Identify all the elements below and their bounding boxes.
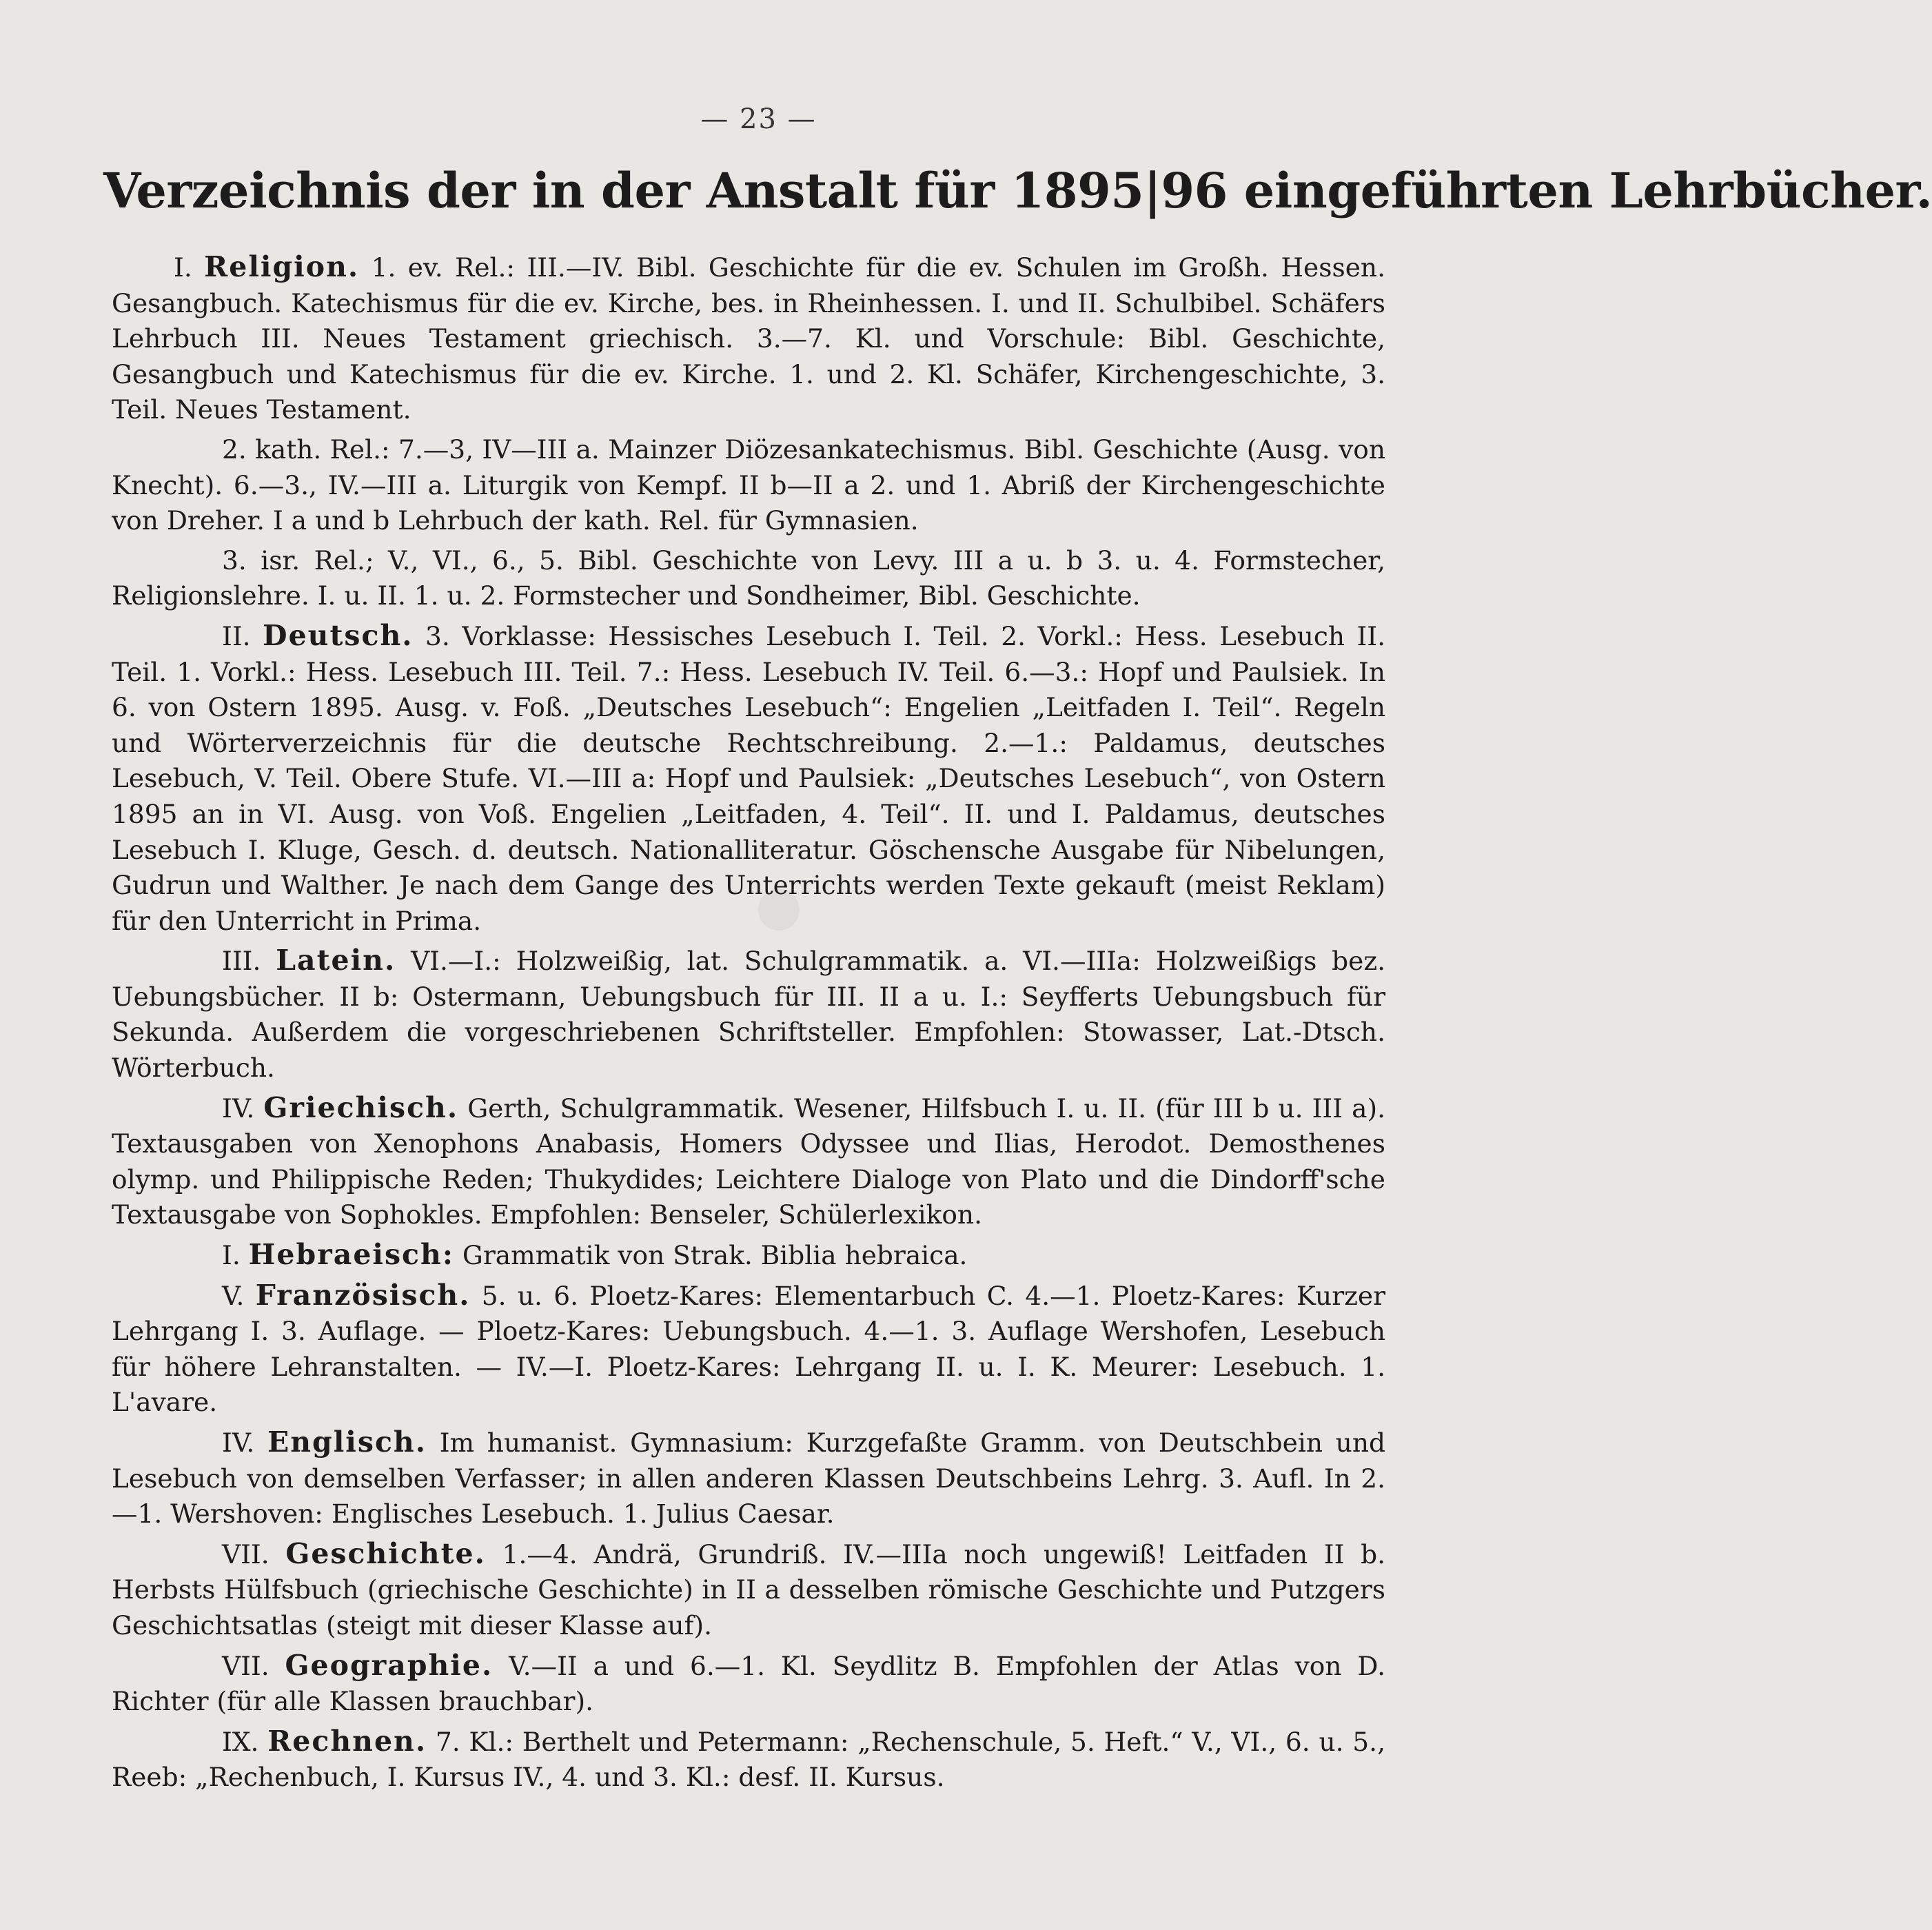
section-text: 1. ev. Rel.: III.—IV. Bibl. Geschichte für die ev. Schulen im Großh. Hessen. Gesangbuch. Katechismus für die ev. Kirche, bes. in Rheinhessen. I. und II. Schulbibel. Schäfers Lehrbuch III. Neues Testament griechisch. 3.—7. Kl. und Vorschule: Bibl. Geschichte, Gesangbuch und Katechismus für die ev. Kirche. 1. und 2. Kl. Schäfer, Kirchengeschichte, 3. Teil. Neues Testament. <box>112 252 1385 425</box>
section-heading: Latein. <box>276 944 396 977</box>
section-heading: Deutsch. <box>263 618 414 652</box>
section-religion-israelite <box>112 543 1385 614</box>
section-text: 3. Vorklasse: Hessisches Lesebuch I. Teil. 2. Vorkl.: Hess. Lesebuch II. Teil. 1. Vorkl.: Hess. Lesebuch III. Teil. 7.: Hess. Lesebuch IV. Teil. 6.—3.: Hopf und Paulsiek. In 6. von Ostern 1895. Ausg. v. Foß. „Deutsches Lesebuch“: Engelien „Leitfaden I. Teil“. Regeln und Wörterverzeichnis für die deutsche Rechtschreibung. 2.—1.: Paldamus, deutsches Lesebuch, V. Teil. Obere Stufe. VI.—III a: Hopf und Paulsiek: „Deutsches Lesebuch“, von Ostern 1895 an in VI. Ausg. von Voß. Engelien „Leitfaden, 4. Teil“. II. und I. Paldamus, deutsches Lesebuch I. Kluge, Gesch. d. deutsch. Nationalliteratur. Göschensche Ausgabe für Nibelungen, Gudrun und Walther. Je nach dem Gange des Unterrichts werden Texte gekauft (meist Reklam) für den Unterricht in Prima. <box>112 620 1386 936</box>
section-heading: Geographie. <box>285 1648 494 1682</box>
section-heading: Hebraeisch: <box>248 1238 454 1272</box>
section-number: VII. <box>222 1538 270 1570</box>
section-heading: Geschichte. <box>285 1536 486 1570</box>
section-franzoesisch <box>112 1278 1385 1421</box>
section-heading: Griechisch. <box>263 1090 459 1124</box>
section-englisch <box>112 1425 1385 1532</box>
section-text: 5. u. 6. Ploetz-Kares: Elementarbuch C. 4.—1. Ploetz-Kares: Kurzer Lehrgang I. 3. Auflage. — Ploetz-Kares: Uebungsbuch. 4.—1. 3. Auflage Wershofen, Lesebuch für höhere Lehranstalten. — IV.—I. Ploetz-Kares: Lehrgang II. u. I. K. Meurer: Lesebuch. 1. L'avare. <box>112 1280 1385 1418</box>
section-number: II. <box>222 620 251 651</box>
section-text: Grammatik von Strak. Biblia hebraica. <box>462 1240 968 1271</box>
section-text: 1.—4. Andrä, Grundriß. IV.—IIIa noch ungewiß! Leitfaden II b. Herbsts Hülfsbuch (griechische Geschichte) in II a desselben römische Geschichte und Putzgers Geschichtsatlas (steigt mit dieser Klasse auf). <box>112 1538 1385 1640</box>
section-deutsch <box>112 618 1385 939</box>
section-text: VI.—I.: Holzweißig, lat. Schulgrammatik. a. VI.—IIIa: Holzweißigs bez. Uebungsbücher. II b: Ostermann, Uebungsbuch für III. II a u. I.: Seyfferts Uebungsbuch für Sekunda. Außerdem die vorgeschriebenen Schriftsteller. Empfohlen: Stowasser, Lat.-Dtsch. Wörterbuch. <box>112 946 1385 1084</box>
section-griechisch <box>112 1090 1385 1233</box>
section-number: I. <box>222 1240 241 1271</box>
section-latein <box>112 943 1385 1086</box>
section-heading: Religion. <box>204 250 360 283</box>
section-religion <box>112 250 1385 428</box>
section-text: 7. Kl.: Berthelt und Petermann: „Rechenschule, 5. Heft.“ V., VI., 6. u. 5., Reeb: „Rechenbuch, I. Kursus IV., 4. und 3. Kl.: desf. II. Kursus. <box>112 1726 1386 1793</box>
section-number: III. <box>222 946 261 977</box>
section-number: V. <box>222 1280 245 1311</box>
section-rechnen <box>112 1724 1385 1796</box>
section-number: IV. <box>222 1093 255 1124</box>
section-number: IX. <box>222 1726 259 1757</box>
section-text: Im humanist. Gymnasium: Kurzgefaßte Gramm. von Deutschbein und Lesebuch von demselben Verfasser; in allen anderen Klassen Deutschbeins Lehrg. 3. Aufl. In 2.—1. Wershoven: Englisches Lesebuch. 1. Julius Caesar. <box>112 1428 1385 1530</box>
section-number: I. <box>174 252 192 283</box>
section-text: 2. kath. Rel.: 7.—3, IV—III a. Mainzer Diözesankatechismus. Bibl. Geschichte (Ausg. von Knecht). 6.—3., IV.—III a. Liturgik von Kempf. II b—II a 2. und 1. Abriß der Kirchengeschichte von Dreher. I a und b Lehrbuch der kath. Rel. für Gymnasien. <box>112 434 1385 536</box>
section-heading: Rechnen. <box>267 1724 427 1758</box>
section-number: IV. <box>222 1428 255 1458</box>
section-number: VII. <box>222 1650 270 1681</box>
section-religion-catholic <box>112 432 1385 539</box>
page-title: Verzeichnis der in der Anstalt für 1895|96 eingeführten Lehrbücher. <box>103 162 1932 219</box>
section-hebraeisch <box>112 1237 1385 1274</box>
section-geographie <box>112 1648 1385 1720</box>
section-heading: Englisch. <box>267 1425 427 1459</box>
section-text: V.—II a und 6.—1. Kl. Seydlitz B. Empfohlen der Atlas von D. Richter (für alle Klassen brauchbar). <box>112 1650 1386 1717</box>
section-geschichte <box>112 1536 1385 1644</box>
section-heading: Französisch. <box>255 1278 471 1312</box>
page-number: — 23 — <box>700 103 817 135</box>
textbook-list <box>112 250 1385 1800</box>
section-text: Gerth, Schulgrammatik. Wesener, Hilfsbuch I. u. II. (für III b u. III a). Textausgaben von Xenophons Anabasis, Homers Odyssee und Ilias, Herodot. Demosthenes olymp. und Philippische Reden; Thukydides; Leichtere Dialoge von Plato und die Dindorff'sche Textausgabe von Sophokles. Empfohlen: Benseler, Schülerlexikon. <box>112 1093 1386 1230</box>
section-text: 3. isr. Rel.; V., VI., 6., 5. Bibl. Geschichte von Levy. III a u. b 3. u. 4. Formstecher, Religionslehre. I. u. II. 1. u. 2. Formstecher und Sondheimer, Bibl. Geschichte. <box>112 545 1385 611</box>
